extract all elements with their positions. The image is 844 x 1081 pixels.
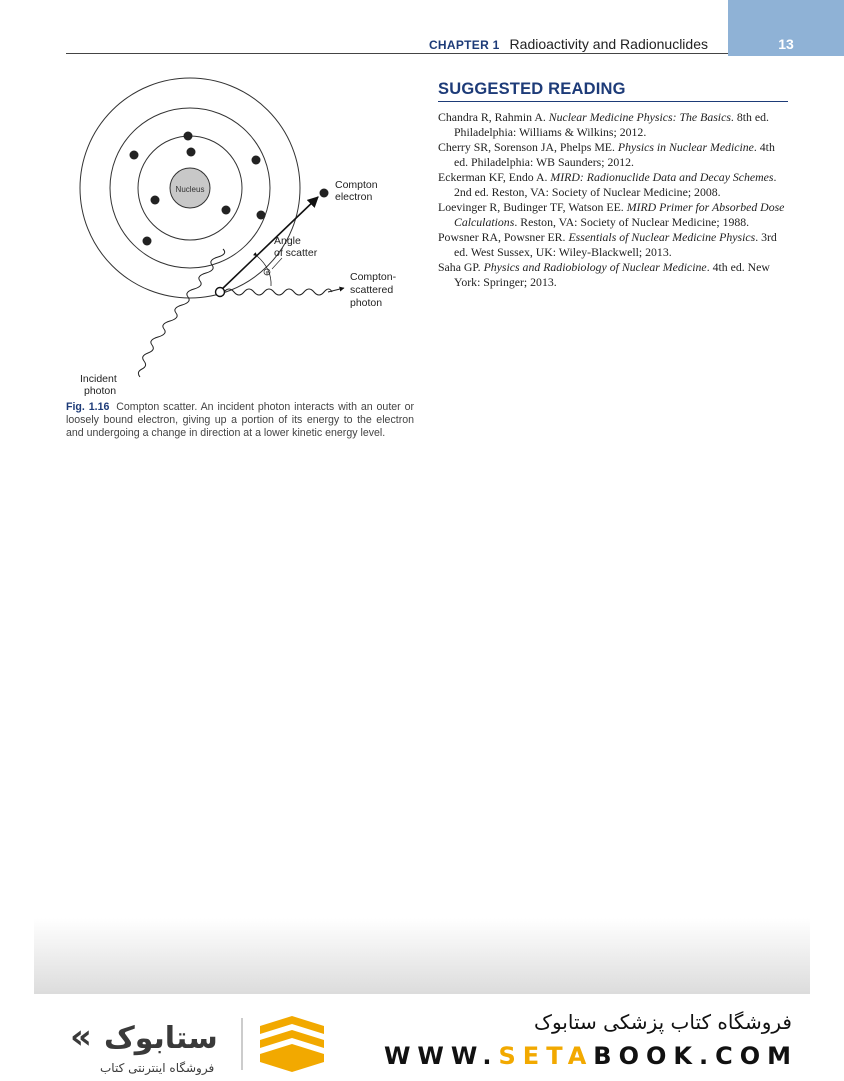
electron bbox=[257, 211, 266, 220]
chapter-title: Radioactivity and Radionuclides bbox=[509, 36, 708, 52]
compton-electron bbox=[320, 189, 329, 198]
electron bbox=[151, 196, 160, 205]
electron bbox=[143, 237, 152, 246]
reference-item: Cherry SR, Sorenson JA, Phelps ME. Physics in Nuclear Medicine. 4th ed. Philadelphia: WB Saunders; 2012. bbox=[438, 140, 775, 169]
angle-label-2: of scatter bbox=[274, 247, 318, 259]
caption-text: Compton scatter. An incident photon interacts with an outer or loosely bound electron, giving up a portion of its energy to the electron and undergoing a change in direction at a lower kinetic energy level. bbox=[66, 401, 415, 439]
logo-graphic bbox=[70, 1012, 340, 1076]
electron bbox=[130, 151, 139, 160]
header-rule bbox=[66, 53, 728, 54]
footer-shade bbox=[34, 918, 810, 994]
compton-electron-path bbox=[220, 197, 318, 291]
page-number: 13 bbox=[778, 36, 794, 52]
setabook-logo bbox=[70, 1012, 340, 1081]
theta-symbol: θ bbox=[265, 271, 269, 277]
book-stack-icon bbox=[260, 1016, 324, 1072]
scattered-photon-path bbox=[224, 289, 332, 295]
electron bbox=[187, 148, 196, 157]
page-number-tab bbox=[728, 0, 844, 56]
angle-label-1: Angle bbox=[274, 235, 301, 247]
incident-photon-path bbox=[138, 249, 224, 377]
incident-label-1: Incident bbox=[80, 373, 117, 385]
compton-scatter-figure bbox=[60, 72, 420, 402]
running-head bbox=[429, 36, 708, 52]
section-heading: SUGGESTED READING bbox=[438, 80, 788, 102]
compton-diagram bbox=[60, 72, 420, 402]
scattered-label-2: scattered bbox=[350, 284, 394, 296]
incident-label-2: photon bbox=[84, 385, 117, 397]
suggested-reading-section bbox=[438, 80, 788, 290]
electron bbox=[222, 206, 231, 215]
logo-tagline: فروشگاه اینترنتی کتاب bbox=[100, 1061, 215, 1075]
logo-text: ستابوک bbox=[104, 1021, 218, 1056]
reference-item: Eckerman KF, Endo A. MIRD: Radionuclide Data and Decay Schemes. 2nd ed. Reston, VA: Society of Nuclear Medicine; 2008. bbox=[438, 170, 777, 199]
store-url[interactable]: WWW.SETABOOK.COM bbox=[383, 1042, 798, 1070]
figure-caption bbox=[66, 401, 414, 440]
reference-list bbox=[438, 110, 788, 290]
electron bbox=[252, 156, 261, 165]
scattered-label-3: photon bbox=[350, 297, 383, 309]
electron bbox=[184, 132, 193, 141]
scattered-label-1: Compton- bbox=[350, 271, 397, 283]
nucleus-label: Nucleus bbox=[175, 185, 205, 194]
reference-item: Chandra R, Rahmin A. Nuclear Medicine Physics: The Basics. 8th ed. Philadelphia: Williams & Wilkins; 2012. bbox=[438, 110, 769, 139]
chapter-label: CHAPTER 1 bbox=[428, 38, 500, 52]
interaction-point bbox=[216, 288, 225, 297]
reference-item: Powsner RA, Powsner ER. Essentials of Nuclear Medicine Physics. 3rd ed. West Sussex, UK: Wiley-Blackwell; 2013. bbox=[438, 230, 777, 259]
reference-item: Loevinger R, Budinger TF, Watson EE. MIRD Primer for Absorbed Dose Calculations. Reston, VA: Society of Nuclear Medicine; 1988. bbox=[438, 200, 785, 229]
compton-electron-label-1: Compton bbox=[335, 179, 378, 191]
store-name: فروشگاه کتاب پزشکی ستابوک bbox=[534, 1010, 792, 1034]
reference-item: Saha GP. Physics and Radiobiology of Nuclear Medicine. 4th ed. New York: Springer; 2013. bbox=[438, 260, 770, 289]
logo-chevrons: « bbox=[70, 1017, 92, 1057]
figure-number: Fig. 1.16 bbox=[66, 401, 110, 413]
compton-electron-label-2: electron bbox=[335, 191, 373, 203]
